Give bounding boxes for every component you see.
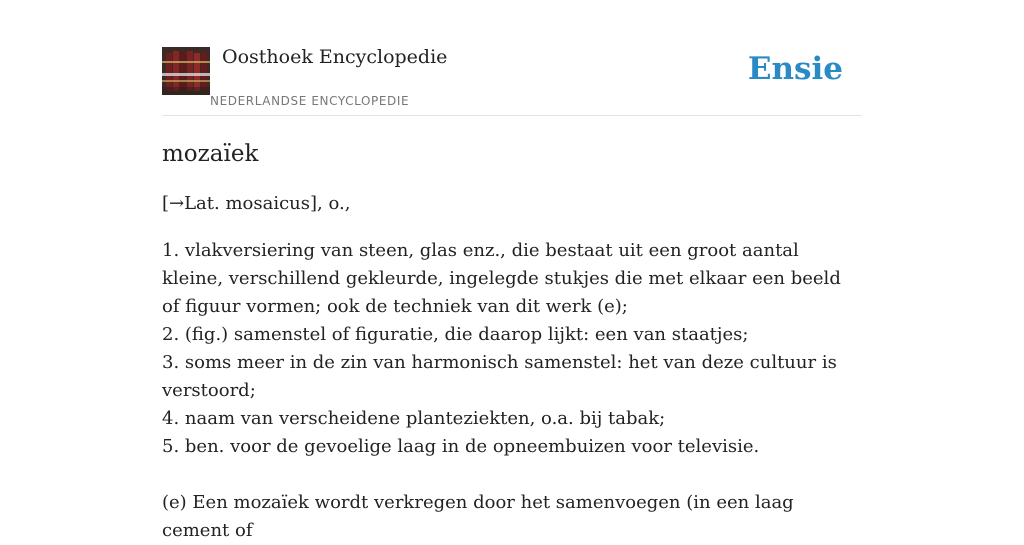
brand-logo-link[interactable]: Ensie [747,51,843,87]
definition-item: 1. vlakversiering van steen, glas enz., die bestaat uit een groot aantal kleine, verschillend gekleurde, ingelegde stukjes die met elkaar een beeld of figuur vormen; ook de techniek van dit werk (e); [162,240,841,317]
definition-item: 4. naam van verscheidene planteziekten, o.a. bij tabak; [162,408,666,429]
definition-item: 5. ben. voor de gevoelige laag in de opneembuizen voor televisie. [162,436,760,457]
definition-item: 2. (fig.) samenstel of figuratie, die daarop lijkt: een van staatjes; [162,324,749,345]
definition-item: 3. soms meer in de zin van harmonisch samenstel: het van deze cultuur is verstoord; [162,352,837,401]
definition-list [162,237,862,461]
site-title[interactable]: Oosthoek Encyclopedie [222,46,448,68]
entry-etymology: [→Lat. mosaicus], o., [162,193,351,214]
site-header [162,0,862,116]
entry-content [162,138,862,545]
entry-title: mozaïek [162,141,259,167]
site-subtitle: NEDERLANDSE ENCYCLOPEDIE [210,94,410,108]
entry-note: (e) Een mozaïek wordt verkregen door het samenvoegen (in een laag cement of [162,492,794,541]
site-avatar[interactable] [162,47,210,95]
encyclopedia-books-icon [162,47,210,95]
